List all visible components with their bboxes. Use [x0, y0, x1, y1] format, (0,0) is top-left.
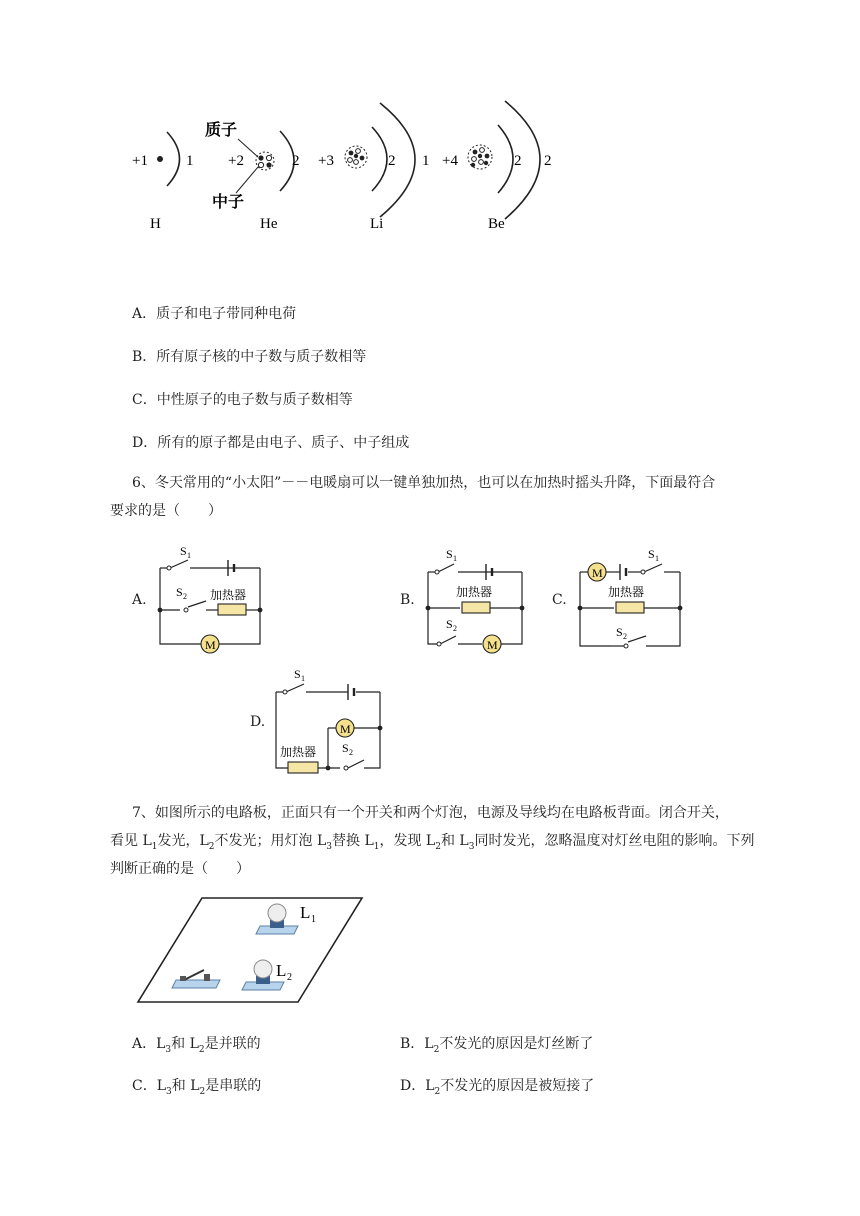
electron-shell-outer [505, 101, 540, 219]
q6-letter-b: B. [400, 592, 415, 608]
q5-option-d: D．所有的原子都是由电子、质子、中子组成 [132, 435, 410, 451]
q5-option-c: C．中性原子的电子数与质子数相等 [132, 392, 353, 408]
svg-text:1: 1 [311, 914, 316, 925]
svg-text:2: 2 [349, 748, 353, 757]
shell-electrons: 1 [186, 153, 194, 169]
q7-option-d: D．$L_2$不发光的原因是被短接了 [400, 1078, 595, 1097]
svg-text:加热器: 加热器 [608, 585, 645, 599]
svg-text:S: S [648, 547, 655, 561]
svg-text:1: 1 [453, 554, 457, 563]
svg-text:加热器: 加热器 [210, 588, 247, 602]
atom-he [205, 120, 300, 232]
svg-text:1: 1 [301, 674, 305, 683]
svg-text:2: 2 [287, 972, 292, 983]
q7-stem-line1: 7、如图所示的电路板，正面只有一个开关和两个灯泡，电源及导线均在电路板背面。闭合开关， [132, 805, 729, 821]
q6-stem-line1: 6、冬天常用的“小太阳”－－电暖扇可以一键单独加热，也可以在加热时摇头升降，下面最符合 [132, 475, 716, 491]
electron-shell-outer [380, 103, 415, 217]
atom-charge: +4 [442, 153, 458, 169]
electron-shell [498, 125, 513, 193]
circuit-board-illustration [130, 890, 370, 1010]
q6-letter-d: D. [250, 714, 266, 730]
svg-text:S: S [446, 547, 453, 561]
q6-letter-c: C. [552, 592, 567, 608]
atom-li [318, 103, 430, 232]
nucleus [256, 152, 274, 170]
atom-symbol: H [150, 216, 161, 232]
atom-charge: +2 [228, 153, 244, 169]
heater-resistor [288, 762, 318, 773]
nucleus [157, 156, 163, 162]
heater-resistor [616, 602, 644, 613]
circuit-b [418, 540, 538, 660]
svg-text:S: S [342, 741, 349, 755]
atom-structure-diagram [120, 95, 570, 245]
atom-symbol: Li [370, 216, 384, 232]
svg-text:S: S [446, 617, 453, 631]
atom-be [442, 101, 552, 232]
q6-stem-line2: 要求的是（ ） [110, 503, 222, 519]
q6-letter-a: A. [132, 592, 147, 608]
svg-text:加热器: 加热器 [456, 585, 493, 599]
heater-resistor [218, 604, 246, 615]
svg-text:2: 2 [453, 624, 457, 633]
q7-stem-line3: 判断正确的是（ ） [110, 861, 250, 877]
atom-h [132, 132, 194, 232]
electron-shell [372, 127, 387, 191]
q5-option-a: A．质子和电子带同种电荷 [132, 306, 297, 322]
shell-electrons: 1 [422, 153, 430, 169]
svg-text:M: M [487, 638, 498, 652]
heater-resistor [462, 602, 490, 613]
atom-charge: +1 [132, 153, 148, 169]
q7-stem-line2: 看见 $L_1$发光，$L_2$不发光；用灯泡 $L_3$替换 $L_1$，发现 $L_2$和 $L_3$同时发光，忽略温度对灯丝电阻的影响。下列 [110, 833, 755, 852]
svg-text:S: S [176, 585, 183, 599]
svg-text:S: S [294, 667, 301, 681]
neutron-pointer [236, 167, 258, 193]
shell-electrons: 2 [544, 153, 552, 169]
shell-electrons: 2 [292, 153, 300, 169]
shell-electrons: 2 [388, 153, 396, 169]
svg-text:2: 2 [183, 592, 187, 601]
svg-text:M: M [340, 722, 351, 736]
svg-text:M: M [592, 566, 603, 580]
circuit-d [266, 660, 396, 780]
proton-label: 质子 [205, 120, 238, 139]
svg-text:M: M [205, 638, 216, 652]
svg-text:2: 2 [623, 632, 627, 641]
q5-option-b: B．所有原子核的中子数与质子数相等 [132, 349, 367, 365]
svg-text:S: S [616, 625, 623, 639]
q7-option-b: B．$L_2$不发光的原因是灯丝断了 [400, 1036, 594, 1055]
circuit-c [570, 540, 690, 660]
svg-text:1: 1 [187, 551, 191, 560]
atom-symbol: Be [488, 216, 505, 232]
q7-option-c: C．$L_3$和 $L_2$是串联的 [132, 1078, 262, 1097]
svg-text:加热器: 加热器 [280, 745, 317, 759]
circuit-a [150, 538, 270, 658]
q7-option-a: A．$L_3$和 $L_2$是并联的 [132, 1036, 261, 1055]
svg-text:S: S [180, 544, 187, 558]
svg-text:L: L [276, 961, 287, 980]
electron-shell [167, 132, 180, 186]
atom-charge: +3 [318, 153, 334, 169]
neutron-label: 中子 [212, 192, 245, 211]
atom-symbol: He [260, 216, 278, 232]
svg-text:L: L [300, 903, 311, 922]
shell-electrons: 2 [514, 153, 522, 169]
svg-text:1: 1 [655, 554, 659, 563]
